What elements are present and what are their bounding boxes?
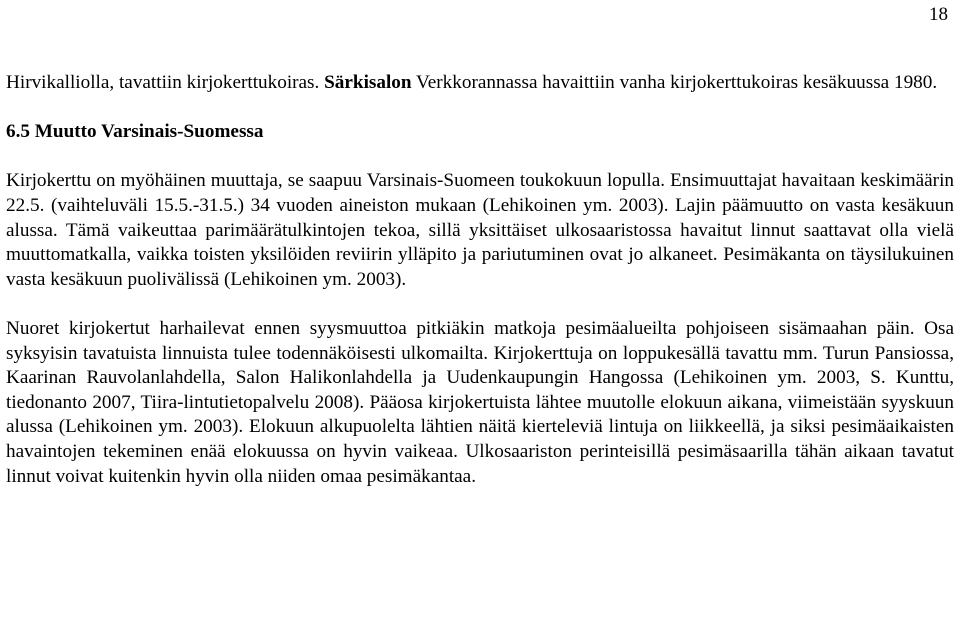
paragraph-1	[6, 71, 954, 96]
place-name-bold: Särkisalon	[324, 72, 412, 93]
paragraph-1-text-start: Hirvikalliolla, tavattiin kirjokerttukoiras.	[6, 72, 325, 93]
section-heading: 6.5 Muutto Varsinais-Suomessa	[6, 121, 264, 143]
paragraph-1-text-end: Verkkorannassa havaittiin vanha kirjokerttukoiras kesäkuussa 1980.	[411, 72, 938, 93]
page-number: 18	[929, 4, 948, 25]
paragraph-3: Nuoret kirjokertut harhailevat ennen syysmuuttoa pitkiäkin matkoja pesimäalueilta pohjoiseen sisämaahan päin. Osa syksyisin tavatuista linnuista tulee todennäköisesti ulkomailta. Kirjokerttuja on loppukesällä tavattu mm. Turun Pansiossa, Kaarinan Rauvolanlahdella, Salon Halikonlahdella ja Uudenkaupungin Hangossa (Lehikoinen ym. 2003, S. Kunttu, tiedonanto 2007, Tiira-lintutietopalvelu 2008). Pääosa kirjokertuista lähtee muutolle elokuun aikana, viimeistään syyskuun alussa (Lehikoinen ym. 2003). Elokuun alkupuolelta lähtien näitä kierteleviä lintuja on liikkeellä, ja siksi pesimäaikaisten havaintojen tekeminen enää elokuussa on hyvin vaikeaa. Ulkosaariston perinteisillä pesimäsaarilla tähän aikaan tavatut linnut voivat kuitenkin hyvin olla niiden omaa pesimäkantaa.	[6, 317, 954, 487]
document-body	[6, 71, 954, 489]
paragraph-2: Kirjokerttu on myöhäinen muuttaja, se saapuu Varsinais-Suomeen toukokuun lopulla. Ensimuuttajat havaitaan keskimäärin 22.5. (vaihteluväli 15.5.-31.5.) 34 vuoden aineiston mukaan (Lehikoinen ym. 2003). Lajin päämuutto on vasta kesäkuun alussa. Tämä vaikeuttaa parimäärätulkintojen tekoa, sillä yksittäiset ulkosaaristossa havaitut linnut saattavat olla vielä muuttomatkalla, vaikka toisten yksilöiden reviirin ylläpito ja pariutuminen ovat jo alkaneet. Pesimäkanta on täysilukuinen vasta kesäkuun puolivälissä (Lehikoinen ym. 2003).	[6, 170, 954, 290]
